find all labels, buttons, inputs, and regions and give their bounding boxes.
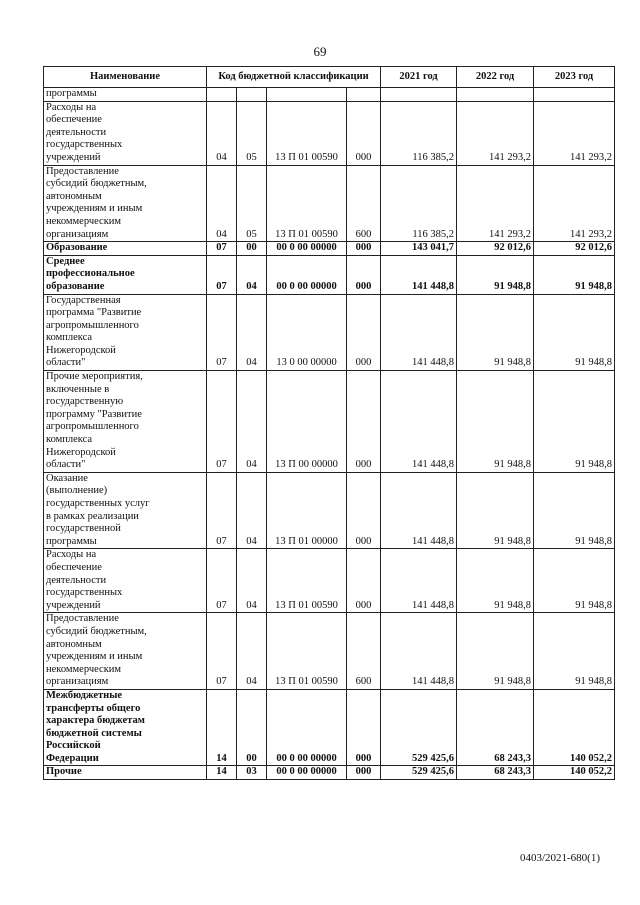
row-value-2021: 141 448,8 (381, 613, 457, 690)
row-value-2023: 91 948,8 (534, 613, 615, 690)
row-expense-type-code: 000 (347, 101, 381, 165)
row-name: Предоставление субсидий бюджетным, автономным учреждениям и иным некоммерческим организациям (44, 613, 207, 690)
row-value-2022: 141 293,2 (457, 165, 534, 242)
row-subsection-code: 04 (237, 371, 267, 473)
row-value-2022: 68 243,3 (457, 689, 534, 766)
row-value-2023: 140 052,2 (534, 766, 615, 780)
row-value-2021: 116 385,2 (381, 165, 457, 242)
row-section-code: 07 (207, 255, 237, 294)
row-section-code: 07 (207, 613, 237, 690)
row-section-code: 14 (207, 689, 237, 766)
row-name: Оказание (выполнение) государственных услуг в рамках реализации государственной программы (44, 472, 207, 549)
table-row (44, 294, 615, 371)
row-subsection-code: 05 (237, 101, 267, 165)
table-row (44, 689, 615, 766)
row-expense-type-code: 600 (347, 165, 381, 242)
page-number: 69 (313, 44, 327, 59)
row-value-2023: 92 012,6 (534, 242, 615, 256)
row-name: Государственная программа "Развитие агропромышленного комплекса Нижегородской области" (44, 294, 207, 371)
header-2023: 2023 год (534, 67, 615, 88)
row-value-2022: 91 948,8 (457, 294, 534, 371)
row-name: Межбюджетные трансферты общего характера бюджетам бюджетной системы Российской Федерации (44, 689, 207, 766)
row-value-2021: 116 385,2 (381, 101, 457, 165)
row-value-2023: 91 948,8 (534, 472, 615, 549)
table-row (44, 255, 615, 294)
row-subsection-code: 00 (237, 689, 267, 766)
row-name: Прочие (44, 766, 207, 780)
row-expense-type-code: 000 (347, 242, 381, 256)
row-subsection-code: 05 (237, 165, 267, 242)
row-target-article-code: 13 П 01 00590 (267, 613, 347, 690)
row-value-2022: 91 948,8 (457, 613, 534, 690)
row-subsection-code: 04 (237, 613, 267, 690)
document-code: 0403/2021-680(1) (519, 852, 600, 864)
row-value-2023 (534, 88, 615, 102)
row-section-code: 07 (207, 549, 237, 613)
table-header-row (44, 67, 615, 88)
row-name: Предоставление субсидий бюджетным, автономным учреждениям и иным некоммерческим организациям (44, 165, 207, 242)
table-row (44, 242, 615, 256)
row-target-article-code: 13 0 00 00000 (267, 294, 347, 371)
row-target-article-code: 13 П 01 00590 (267, 101, 347, 165)
row-value-2023: 91 948,8 (534, 294, 615, 371)
row-name: Расходы на обеспечение деятельности государственных учреждений (44, 549, 207, 613)
row-value-2023: 141 293,2 (534, 165, 615, 242)
row-value-2022: 91 948,8 (457, 371, 534, 473)
row-value-2023: 91 948,8 (534, 549, 615, 613)
row-subsection-code: 00 (237, 242, 267, 256)
row-target-article-code (267, 88, 347, 102)
row-section-code: 04 (207, 165, 237, 242)
row-target-article-code: 13 П 01 00000 (267, 472, 347, 549)
row-value-2022: 68 243,3 (457, 766, 534, 780)
row-section-code: 04 (207, 101, 237, 165)
table-row (44, 613, 615, 690)
row-value-2023: 91 948,8 (534, 371, 615, 473)
row-value-2023: 140 052,2 (534, 689, 615, 766)
header-2022: 2022 год (457, 67, 534, 88)
header-code: Код бюджетной классификации (207, 67, 381, 88)
row-value-2023: 91 948,8 (534, 255, 615, 294)
row-expense-type-code: 000 (347, 549, 381, 613)
row-subsection-code: 04 (237, 472, 267, 549)
row-value-2022: 92 012,6 (457, 242, 534, 256)
row-name: Прочие мероприятия, включенные в государственную программу "Развитие агропромышленного комплекса Нижегородской области" (44, 371, 207, 473)
table-row (44, 101, 615, 165)
table-row (44, 88, 615, 102)
row-expense-type-code: 000 (347, 689, 381, 766)
table-row (44, 766, 615, 780)
header-name: Наименование (44, 67, 207, 88)
row-value-2021: 529 425,6 (381, 766, 457, 780)
row-value-2021: 141 448,8 (381, 255, 457, 294)
row-expense-type-code: 600 (347, 613, 381, 690)
row-value-2021: 141 448,8 (381, 294, 457, 371)
row-subsection-code: 04 (237, 255, 267, 294)
row-value-2022: 91 948,8 (457, 255, 534, 294)
header-2021: 2021 год (381, 67, 457, 88)
row-value-2022: 141 293,2 (457, 101, 534, 165)
row-target-article-code: 00 0 00 00000 (267, 689, 347, 766)
row-name: Расходы на обеспечение деятельности государственных учреждений (44, 101, 207, 165)
row-value-2022: 91 948,8 (457, 472, 534, 549)
row-target-article-code: 13 П 01 00590 (267, 165, 347, 242)
row-section-code: 07 (207, 371, 237, 473)
row-subsection-code: 04 (237, 549, 267, 613)
row-name: Образование (44, 242, 207, 256)
row-value-2021: 143 041,7 (381, 242, 457, 256)
row-value-2022 (457, 88, 534, 102)
table-row (44, 371, 615, 473)
row-value-2021: 141 448,8 (381, 549, 457, 613)
row-section-code: 07 (207, 294, 237, 371)
row-name: Среднее профессиональное образование (44, 255, 207, 294)
budget-table (43, 66, 615, 780)
row-target-article-code: 00 0 00 00000 (267, 766, 347, 780)
row-target-article-code: 13 П 00 00000 (267, 371, 347, 473)
row-value-2022: 91 948,8 (457, 549, 534, 613)
table-row (44, 472, 615, 549)
row-target-article-code: 00 0 00 00000 (267, 255, 347, 294)
row-expense-type-code: 000 (347, 294, 381, 371)
row-expense-type-code: 000 (347, 255, 381, 294)
row-expense-type-code: 000 (347, 766, 381, 780)
row-value-2023: 141 293,2 (534, 101, 615, 165)
row-section-code: 07 (207, 472, 237, 549)
row-section-code: 07 (207, 242, 237, 256)
row-target-article-code: 00 0 00 00000 (267, 242, 347, 256)
row-name: программы (44, 88, 207, 102)
row-subsection-code: 03 (237, 766, 267, 780)
row-value-2021: 141 448,8 (381, 472, 457, 549)
row-expense-type-code (347, 88, 381, 102)
row-section-code: 14 (207, 766, 237, 780)
table-row (44, 165, 615, 242)
row-expense-type-code: 000 (347, 371, 381, 473)
row-subsection-code: 04 (237, 294, 267, 371)
row-subsection-code (237, 88, 267, 102)
row-target-article-code: 13 П 01 00590 (267, 549, 347, 613)
row-value-2021: 141 448,8 (381, 371, 457, 473)
table-row (44, 549, 615, 613)
row-expense-type-code: 000 (347, 472, 381, 549)
row-value-2021: 529 425,6 (381, 689, 457, 766)
row-section-code (207, 88, 237, 102)
row-value-2021 (381, 88, 457, 102)
